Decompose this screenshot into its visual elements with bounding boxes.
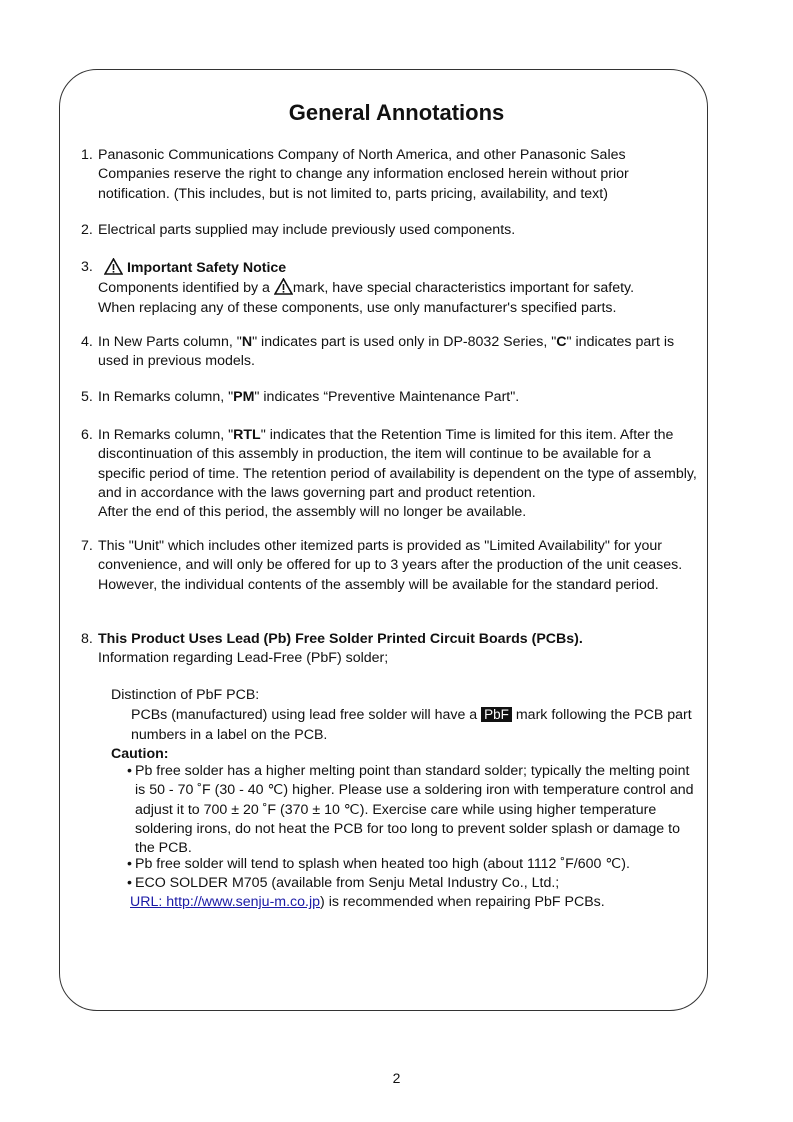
senju-url-link[interactable]: URL: http://www.senju-m.co.jp	[130, 894, 321, 911]
page-number: 2	[392, 1070, 401, 1086]
item-text: In New Parts column, "	[98, 334, 242, 350]
caution-label: Caution:	[111, 745, 169, 762]
annotation-item-4	[81, 333, 701, 372]
item-text: " indicates that the Retention Time is limited for this item. After the discontinuation of this assembly in production, the item will continue to be available for a specific period of time. The retention period of availability is dependent on the type of assembly, and in accordance with the laws governing part and product retention.	[98, 427, 697, 501]
item-number: 2.	[81, 222, 93, 238]
item-number: 1.	[81, 147, 93, 163]
item-number: 5.	[81, 389, 93, 405]
item-text: This "Unit" which includes other itemized parts is provided as "Limited Availability" for your convenience, and will only be offered for up to 3 years after the production of the unit ceases. However, the individual contents of the assembly will be available for the standard period.	[98, 538, 683, 593]
item-text: Electrical parts supplied may include previously used components.	[98, 222, 516, 238]
item-text: " indicates part is used only in DP-8032 Series, "	[252, 334, 557, 350]
bullet-icon: •	[127, 763, 132, 779]
annotation-item-3	[81, 258, 701, 318]
bullet-text: Pb free solder has a higher melting point than standard solder; typically the melting point is 50 - 70 ˚F (30 - 40 ℃) higher. Please use a soldering iron with temperature control and adjust it to 700 ± 20 ˚F (370 ± 10 ℃). Exercise care while using higher temperature soldering irons, do not heat the PCB for too long to prevent solder splash or damage to the PCB.	[135, 763, 694, 857]
annotation-item-6	[81, 426, 701, 522]
code-pm: PM	[233, 389, 255, 405]
annotation-item-2	[81, 221, 701, 240]
safety-text-c: When replacing any of these components, use only manufacturer's specified parts.	[98, 299, 617, 316]
annotation-item-8	[81, 630, 701, 669]
annotation-item-7	[81, 537, 701, 595]
caution-bullet-1	[127, 762, 702, 858]
bullet-text: ECO SOLDER M705 (available from Senju Metal Industry Co., Ltd.;	[135, 875, 560, 891]
safety-text-b: mark, have special characteristics important for safety.	[292, 280, 635, 297]
item-text: In Remarks column, "	[98, 389, 234, 405]
annotation-item-1	[81, 146, 701, 204]
safety-notice-heading: Important Safety Notice	[126, 260, 287, 276]
pbf-heading: This Product Uses Lead (Pb) Free Solder Printed Circuit Boards (PCBs).	[98, 631, 583, 647]
item-text: After the end of this period, the assembly will no longer be available.	[98, 504, 527, 521]
distinction-text: PCBs (manufactured) using lead free solder will have a	[131, 707, 478, 724]
warning-triangle-icon	[104, 258, 123, 275]
item-text: Panasonic Communications Company of North America, and other Panasonic Sales Companies reserve the right to change any information enclosed herein without prior notification. (This includes, but is not limited to, parts pricing, availability, and text)	[98, 147, 629, 202]
safety-text-a: Components identified by a	[98, 280, 270, 297]
page-title: General Annotations	[288, 100, 505, 125]
code-n: N	[241, 334, 253, 350]
item-text: " indicates part is used in previous models.	[98, 334, 675, 370]
code-c: C	[556, 334, 567, 350]
distinction-text: mark following the PCB part numbers in a label on the PCB.	[131, 707, 692, 743]
distinction-label: Distinction of PbF PCB:	[111, 687, 260, 703]
item-number: 6.	[81, 427, 93, 443]
caution-bullet-3	[127, 874, 702, 913]
item-text: In Remarks column, "	[98, 427, 234, 443]
item-number: 4.	[81, 334, 93, 350]
bullet-icon: •	[127, 856, 132, 872]
warning-triangle-icon	[274, 278, 293, 295]
caution-bullet-2	[127, 855, 702, 874]
item-number: 8.	[81, 631, 93, 647]
pbf-distinction	[111, 686, 701, 764]
bullet-icon: •	[127, 875, 132, 891]
bullet-text: ) is recommended when repairing PbF PCBs.	[320, 894, 605, 911]
item-number: 3.	[81, 259, 93, 275]
annotation-item-5	[81, 388, 701, 407]
code-rtl: RTL	[233, 427, 261, 443]
item-text: " indicates “Preventive Maintenance Part".	[254, 389, 520, 405]
item-text: Information regarding Lead-Free (PbF) solder;	[98, 650, 389, 667]
bullet-text: Pb free solder will tend to splash when heated too high (about 1112 ˚F/600 ℃).	[135, 856, 630, 872]
item-number: 7.	[81, 538, 93, 554]
pbf-mark-badge: PbF	[481, 707, 512, 722]
